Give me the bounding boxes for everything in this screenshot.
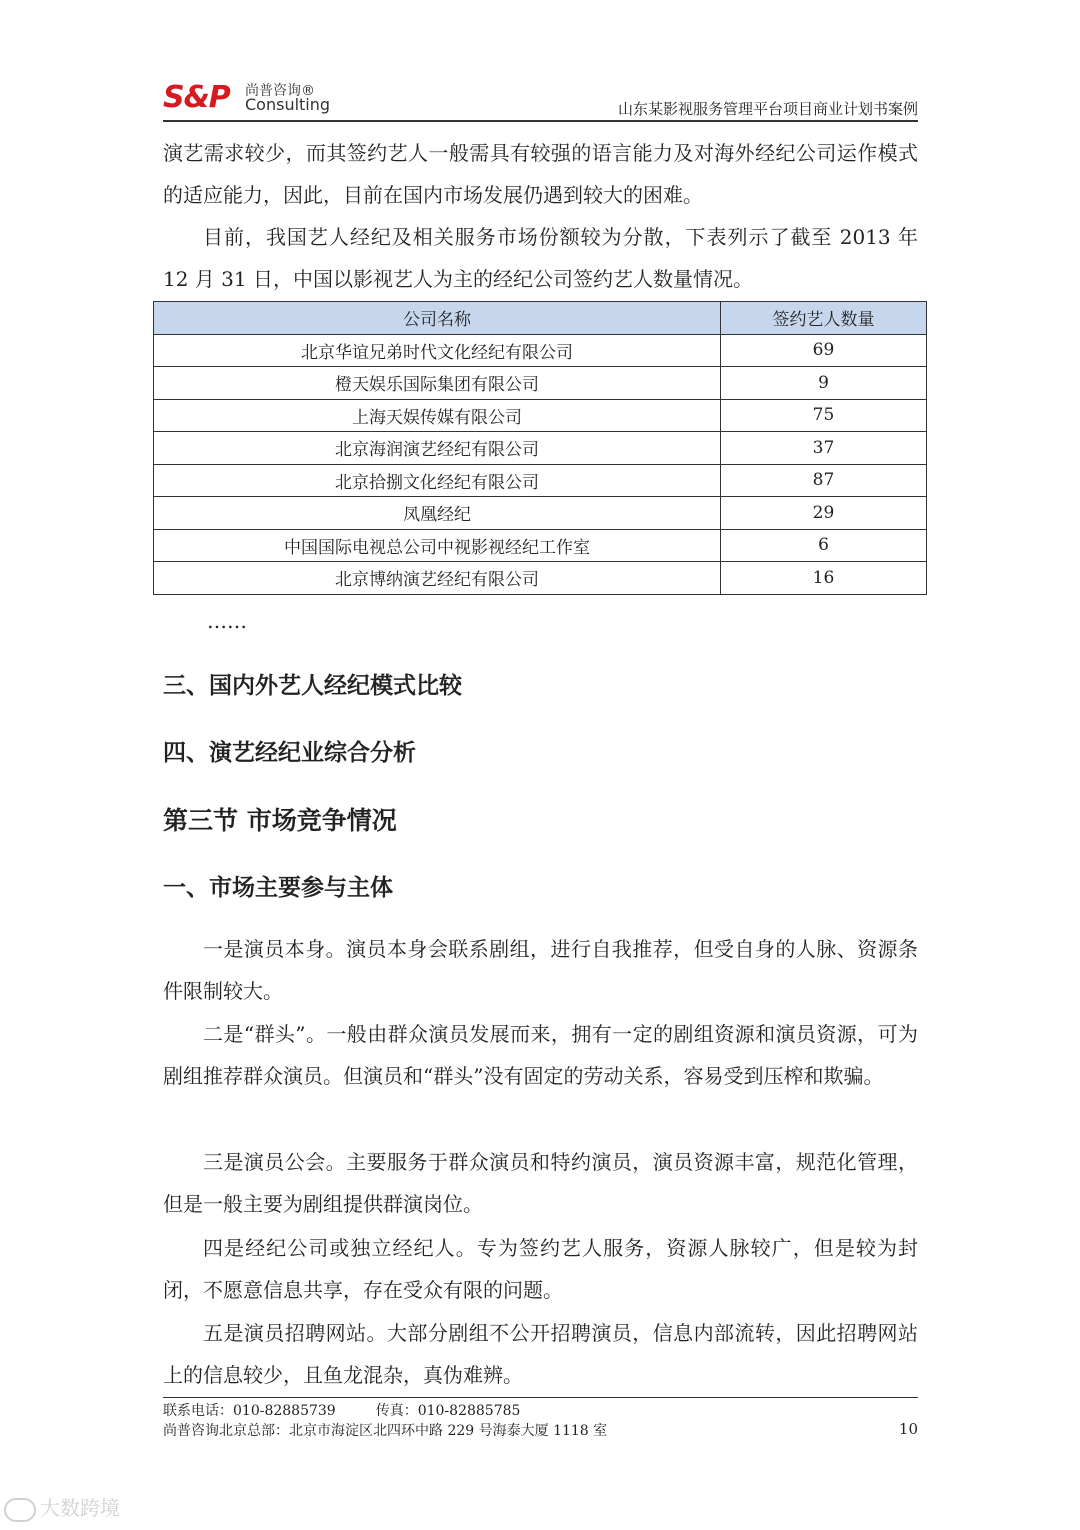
logo-chinese-name: 尚普咨询® bbox=[245, 83, 315, 99]
company-cell: 橙天娱乐国际集团有限公司 bbox=[154, 367, 721, 400]
document-title: 山东某影视服务管理平台项目商业计划书案例 bbox=[617, 100, 918, 118]
watermark bbox=[4, 1492, 120, 1522]
table-row bbox=[154, 464, 927, 497]
footer-contact bbox=[163, 1400, 520, 1420]
column-header-count: 签约艺人数量 bbox=[721, 302, 927, 335]
footer-fax: 传真：010-82885785 bbox=[375, 1403, 521, 1419]
heading-section-four: 四、演艺经纪业综合分析 bbox=[163, 740, 416, 766]
company-cell: 北京海润演艺经纪有限公司 bbox=[154, 432, 721, 465]
count-cell: 87 bbox=[721, 464, 927, 497]
company-cell: 北京华谊兄弟时代文化经纪有限公司 bbox=[154, 334, 721, 367]
body-paragraph-5: 五是演员招聘网站。大部分剧组不公开招聘演员，信息内部流转，因此招聘网站上的信息较少，且鱼龙混杂，真伪难辨。 bbox=[163, 1321, 918, 1387]
company-cell: 凤凰经纪 bbox=[154, 497, 721, 530]
heading-subsection-one: 一、市场主要参与主体 bbox=[163, 875, 393, 901]
page-number: 10 bbox=[898, 1420, 918, 1438]
count-cell: 29 bbox=[721, 497, 927, 530]
table-row bbox=[154, 529, 927, 562]
watermark-logo-icon bbox=[4, 1498, 36, 1522]
company-cell: 北京拾捌文化经纪有限公司 bbox=[154, 464, 721, 497]
watermark-text: 大数跨境 bbox=[40, 1496, 120, 1520]
body-paragraph-4: 四是经纪公司或独立经纪人。专为签约艺人服务，资源人脉较广，但是较为封闭，不愿意信息共享，存在受众有限的问题。 bbox=[163, 1236, 918, 1302]
count-cell: 37 bbox=[721, 432, 927, 465]
chapter-section-title: 第三节 市场竞争情况 bbox=[163, 806, 397, 835]
count-cell: 6 bbox=[721, 529, 927, 562]
logo-english-name: Consulting bbox=[245, 95, 331, 114]
table-row bbox=[154, 334, 927, 367]
table-ellipsis: …… bbox=[207, 609, 247, 633]
count-cell: 16 bbox=[721, 562, 927, 595]
table-row bbox=[154, 432, 927, 465]
paragraph-continuation: 演艺需求较少，而其签约艺人一般需具有较强的语言能力及对海外经纪公司运作模式的适应能力，因此，目前在国内市场发展仍遇到较大的困难。 bbox=[163, 141, 918, 207]
company-cell: 中国国际电视总公司中视影视经纪工作室 bbox=[154, 529, 721, 562]
count-cell: 9 bbox=[721, 367, 927, 400]
page-header bbox=[163, 78, 918, 122]
company-cell: 北京博纳演艺经纪有限公司 bbox=[154, 562, 721, 595]
footer-phone: 联系电话：010-82885739 bbox=[163, 1403, 336, 1419]
count-cell: 69 bbox=[721, 334, 927, 367]
table-row bbox=[154, 399, 927, 432]
footer-address: 尚普咨询北京总部：北京市海淀区北四环中路 229 号海泰大厦 1118 室 bbox=[163, 1423, 608, 1439]
table-header-row bbox=[154, 302, 927, 335]
count-cell: 75 bbox=[721, 399, 927, 432]
logo-mark: S&P bbox=[163, 80, 230, 115]
body-paragraph-1: 一是演员本身。演员本身会联系剧组，进行自我推荐，但受自身的人脉、资源条件限制较大。 bbox=[163, 937, 918, 1003]
agency-table bbox=[153, 301, 927, 595]
column-header-company: 公司名称 bbox=[154, 302, 721, 335]
company-cell: 上海天娱传媒有限公司 bbox=[154, 399, 721, 432]
heading-section-three: 三、国内外艺人经纪模式比较 bbox=[163, 673, 462, 699]
body-paragraph-3: 三是演员公会。主要服务于群众演员和特约演员，演员资源丰富，规范化管理，但是一般主要为剧组提供群演岗位。 bbox=[163, 1150, 918, 1216]
table-row bbox=[154, 562, 927, 595]
table-row bbox=[154, 367, 927, 400]
body-paragraph-2: 二是“群头”。一般由群众演员发展而来，拥有一定的剧组资源和演员资源，可为剧组推荐群众演员。但演员和“群头”没有固定的劳动关系，容易受到压榨和欺骗。 bbox=[163, 1022, 918, 1088]
paragraph-table-intro: 目前，我国艺人经纪及相关服务市场份额较为分散，下表列示了截至 2013 年 12 月 31 日，中国以影视艺人为主的经纪公司签约艺人数量情况。 bbox=[163, 225, 918, 291]
page-footer bbox=[163, 1397, 918, 1439]
table-row bbox=[154, 497, 927, 530]
